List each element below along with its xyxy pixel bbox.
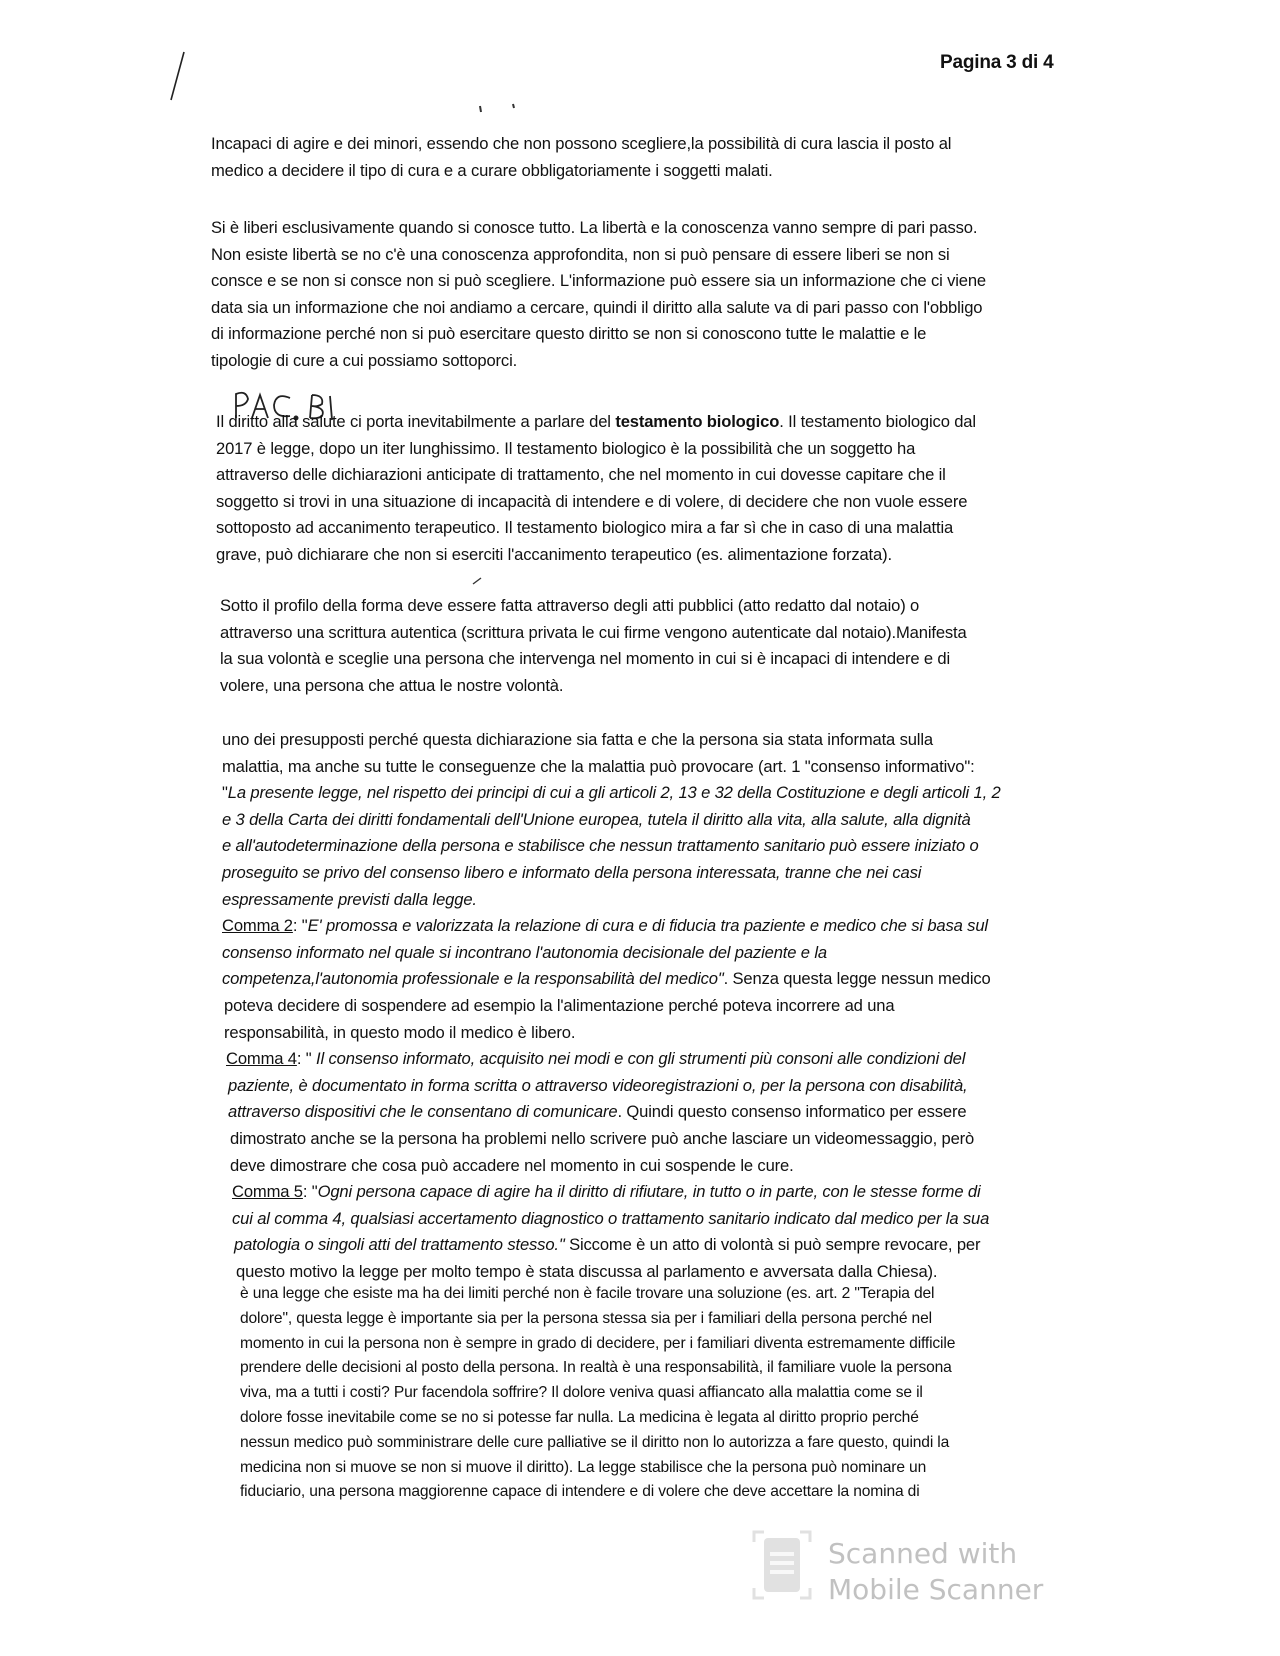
text-line: [222, 966, 1001, 993]
text-segment: . Senza questa legge nessun medico: [723, 969, 991, 989]
text-line: [222, 1020, 1001, 1047]
law-quote-text: paziente, è documentato in forma scritta o attraverso videoregistrazioni o, per la persona con disabilità,: [228, 1075, 968, 1095]
text-line: [216, 489, 976, 516]
text-segment: : ": [296, 1049, 317, 1069]
text-line: [222, 1046, 1001, 1073]
text-segment: prendere delle decisioni al posto della persona. In realtà è una responsabilità, il familiare vuole la persona: [240, 1359, 952, 1377]
text-line: [211, 242, 986, 269]
text-segment: dolore", questa legge è importante sia per la persona stessa sia per i familiari della persona perché nel: [240, 1309, 932, 1327]
law-quote-text: patologia o singoli atti del trattamento stesso.": [234, 1235, 565, 1255]
text-line: [220, 620, 967, 647]
text-line: [222, 860, 1001, 887]
text-line: [211, 215, 986, 242]
text-segment: poteva decidere di sospendere ad esempio la l'alimentazione perché poteva incorrere ad una: [224, 995, 895, 1015]
pen-stroke-top-left: [171, 52, 184, 100]
text-segment: questo motivo la legge per molto tempo è stata discussa al parlamento e avversata dalla Chiesa).: [236, 1261, 938, 1281]
text-line: [216, 462, 976, 489]
law-quote-text: e all'autodeterminazione della persona e stabilisce che nessun trattamento sanitario può essere iniziato o: [222, 836, 979, 856]
text-segment: di informazione perché non si può esercitare questo diritto se non si conoscono tutte le malattie e le: [211, 324, 927, 344]
text-segment: . Quindi questo consenso informatico per essere: [617, 1102, 967, 1122]
watermark-line-1: Scanned with: [828, 1537, 1018, 1570]
scanner-watermark: [742, 1530, 1072, 1610]
text-segment: Sotto il profilo della forma deve essere fatta attraverso degli atti pubblici (atto redatto dal notaio) o: [220, 596, 920, 615]
law-quote-text: competenza,l'autonomia professionale e la responsabilità del medico": [222, 969, 724, 989]
pen-tick: [473, 578, 481, 584]
text-segment: grave, può dichiarare che non si eserciti l'accanimento terapeutico (es. alimentazione forzata).: [216, 544, 892, 564]
text-segment: attraverso una scrittura autentica (scrittura privata le cui firme vengono autenticate dal notaio).Manifesta: [220, 622, 967, 642]
text-line: [211, 268, 986, 295]
text-segment: viva, ma a tutti i costi? Pur facendola soffrire? Il dolore veniva quasi affiancato alla malattia come se il: [240, 1384, 923, 1402]
text-line: [216, 409, 976, 436]
law-quote-text: Ogni persona capace di agire ha il diritto di rifiutare, in tutto o in parte, con le stesse forme di: [317, 1182, 981, 1202]
text-line: [222, 727, 1001, 754]
law-quote-text: cui al comma 4, qualsiasi accertamento diagnostico o trattamento sanitario indicato dal medico per la sua: [232, 1208, 990, 1228]
text-segment: Si è liberi esclusivamente quando si conosce tutto. La libertà e la conoscenza vanno sempre di pari passo.: [211, 218, 978, 237]
text-segment: è una legge che esiste ma ha dei limiti perché non è facile trovare una soluzione (es. art. 2 "Terapia del: [240, 1285, 935, 1302]
text-segment: : ": [302, 1182, 318, 1202]
law-quote-text: consenso informato nel quale si incontrano l'autonomia decisionale del paziente e la: [222, 942, 827, 962]
text-segment: Il diritto alla salute ci porta inevitabilmente a parlare del: [216, 412, 616, 431]
text-line: [222, 1099, 1001, 1126]
text-line: [240, 1282, 955, 1307]
text-line: [211, 295, 986, 322]
text-line: [216, 436, 976, 463]
text-line: [240, 1406, 955, 1431]
text-line: [222, 993, 1001, 1020]
text-segment: medico a decidere il tipo di cura e a curare obbligatoriamente i soggetti malati.: [211, 160, 773, 180]
text-segment: dimostrato anche se la persona ha problemi nello scrivere può anche lasciare un videomessaggio, però: [230, 1128, 975, 1148]
text-line: [211, 158, 951, 185]
text-segment: la sua volontà e sceglie una persona che intervenga nel momento in cui si è incapaci di intendere e di: [220, 649, 951, 669]
text-line: [222, 833, 1001, 860]
text-segment: responsabilità, in questo modo il medico è libero.: [224, 1022, 576, 1042]
text-segment: Non esiste libertà se no c'è una conoscenza approfondita, non si può pensare di essere liberi se non si: [211, 244, 950, 264]
emphasis-text: testamento biologico: [615, 412, 780, 431]
law-quote-text: espressamente previsti dalla legge.: [222, 889, 477, 909]
text-segment: : ": [292, 916, 308, 936]
text-segment: Siccome è un atto di volontà si può sempre revocare, per: [564, 1235, 981, 1255]
text-line: [240, 1332, 955, 1357]
text-line: [211, 321, 986, 348]
text-segment: attraverso delle dichiarazioni anticipate di trattamento, che nel momento in cui dovesse capitare che il: [216, 465, 946, 485]
text-line: [240, 1381, 955, 1406]
text-segment: tipologie di cure a cui possiamo sottoporci.: [211, 350, 518, 370]
law-quote-text: proseguito se privo del consenso libero e informato della persona interessata, tranne che nei casi: [222, 862, 922, 882]
paragraph-forma: [220, 593, 967, 699]
text-segment: volere, una persona che attua le nostre volontà.: [220, 675, 564, 695]
text-line: [222, 913, 1001, 940]
text-line: [211, 131, 951, 158]
text-line: [222, 940, 1001, 967]
law-quote-text: attraverso dispositivi che le consentano di comunicare: [228, 1102, 618, 1122]
text-segment: sottoposto ad accanimento terapeutico. Il testamento biologico mira a far sì che in caso di una malattia: [216, 518, 954, 538]
document-scan-icon: [742, 1530, 822, 1610]
text-line: [216, 515, 976, 542]
text-segment: ": [222, 783, 228, 803]
text-segment: fiduciario, una persona maggiorenne capace di intendere e di volere che deve accettare la nomina di: [240, 1483, 920, 1501]
watermark-line-2: Mobile Scanner: [828, 1573, 1044, 1606]
law-quote-text: e 3 della Carta dei diritti fondamentali dell'Unione europea, tutela il diritto alla vita, alla salute, alla dignità: [222, 809, 971, 829]
law-quote-text: La presente legge, nel rispetto dei principi di cui a gli articoli 2, 13 e 32 della Costituzione e degli articoli 1, 2: [227, 783, 1001, 803]
paragraph-testamento-biologico: [216, 409, 976, 569]
page-number: Pagina 3 di 4: [940, 52, 1054, 73]
text-line: [222, 1153, 1001, 1180]
text-line: [240, 1431, 955, 1456]
text-line: [220, 593, 967, 620]
text-segment: nessun medico può somministrare delle cure palliative se il diritto non lo autorizza a fare questo, quindi la: [240, 1433, 950, 1451]
text-line: [222, 1232, 1001, 1259]
text-segment: . Il testamento biologico dal: [779, 412, 976, 431]
text-line: [222, 1073, 1001, 1100]
text-segment: medicina non si muove se non si muove il diritto). La legge stabilisce che la persona può nominare un: [240, 1458, 927, 1476]
text-line: [220, 646, 967, 673]
text-line: [222, 1179, 1001, 1206]
text-line: [222, 887, 1001, 914]
paragraph-limiti-legge: [240, 1282, 955, 1505]
paragraph-incapaci: [211, 131, 951, 184]
law-quote-text: E' promossa e valorizzata la relazione di cura e di fiducia tra paziente e medico che si basa sul: [307, 916, 988, 936]
text-segment: dolore fosse inevitabile come se no si potesse far nulla. La medicina è legata al diritto proprio perché: [240, 1408, 919, 1426]
text-segment: deve dimostrare che cosa può accadere nel momento in cui sospende le cure.: [230, 1155, 794, 1175]
text-line: [240, 1480, 955, 1505]
comma-label: Comma 5: [232, 1182, 303, 1202]
text-segment: malattia, ma anche su tutte le conseguenze che la malattia può provocare (art. 1 "consenso informativo":: [222, 756, 975, 776]
text-segment: Incapaci di agire e dei minori, essendo che non possono scegliere,la possibilità di cura lascia il posto al: [211, 134, 952, 153]
text-line: [222, 1126, 1001, 1153]
text-line: [222, 1206, 1001, 1233]
text-line: [211, 348, 986, 375]
text-line: [222, 780, 1001, 807]
paragraph-presupposti-commi: [222, 727, 1001, 1285]
text-segment: data sia un informazione che noi andiamo a cercare, quindi il diritto alla salute va di pari passo con l'obbligo: [211, 297, 983, 317]
text-segment: momento in cui la persona non è sempre in grado di decidere, per i familiari diventa estremamente difficile: [240, 1334, 956, 1352]
comma-label: Comma 4: [226, 1049, 297, 1069]
text-line: [222, 807, 1001, 834]
text-line: [216, 542, 976, 569]
text-segment: uno dei presupposti perché questa dichiarazione sia fatta e che la persona sia stata informata sulla: [222, 730, 933, 749]
comma-label: Comma 2: [222, 916, 293, 936]
text-line: [240, 1307, 955, 1332]
text-segment: 2017 è legge, dopo un iter lunghissimo. Il testamento biologico è la possibilità che un soggetto ha: [216, 438, 916, 458]
text-line: [222, 754, 1001, 781]
paragraph-liberta: [211, 215, 986, 375]
law-quote-text: Il consenso informato, acquisito nei modi e con gli strumenti più consoni alle condizioni del: [316, 1049, 966, 1069]
scan-specks: [480, 104, 514, 112]
text-line: [240, 1456, 955, 1481]
text-line: [220, 673, 967, 700]
text-segment: consce e se non si consce non si può scegliere. L'informazione può essere sia un informazione che ci viene: [211, 271, 987, 291]
text-line: [240, 1356, 955, 1381]
text-segment: soggetto si trovi in una situazione di incapacità di intendere e di volere, di decidere che non vuole essere: [216, 491, 968, 511]
